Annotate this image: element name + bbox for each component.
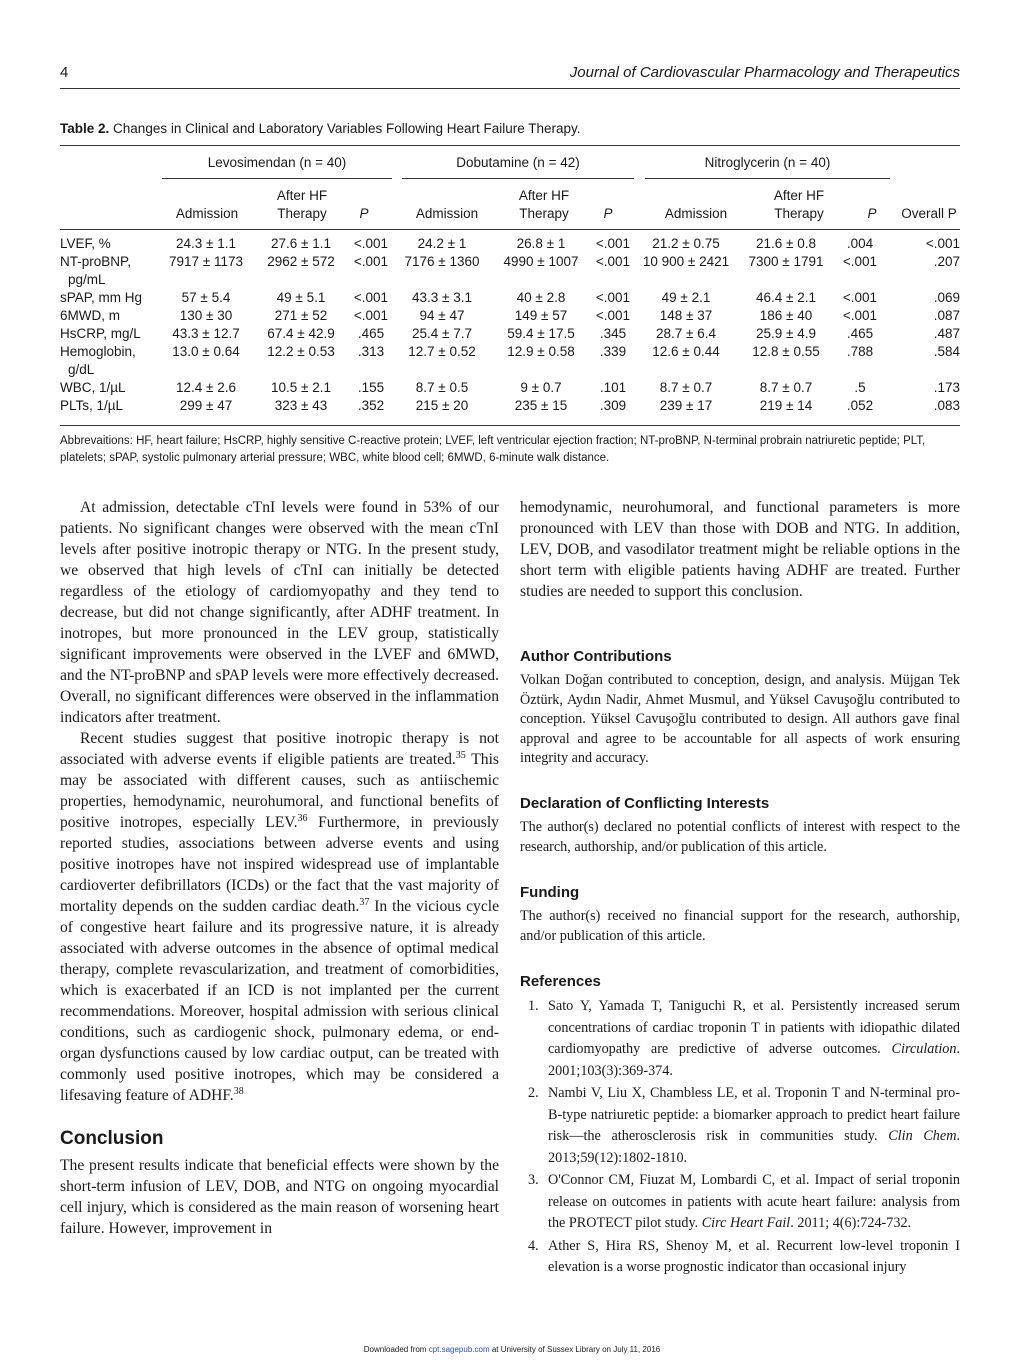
table-cell: <.001 <box>842 254 878 269</box>
table-cell: <.001 <box>353 308 389 323</box>
table-row <box>60 325 960 343</box>
group-rule-ntg <box>645 178 890 179</box>
table-cell: <.001 <box>595 236 631 251</box>
col-p: P <box>603 206 613 221</box>
citation-36[interactable]: 36 <box>297 812 308 824</box>
table-row <box>60 289 960 307</box>
table-cell: 57 ± 5.4 <box>181 290 231 305</box>
table-cell: 323 ± 43 <box>274 398 328 413</box>
table-cell: 12.4 ± 2.6 <box>176 380 236 395</box>
table-cell: 7917 ± 1173 <box>169 254 243 269</box>
table-body <box>60 235 960 415</box>
table-row <box>60 307 960 325</box>
table-cell: .5 <box>854 380 866 395</box>
table-cell: 10 900 ± 2421 <box>642 254 730 269</box>
table-cell: 40 ± 2.8 <box>516 290 566 305</box>
table-cell: <.001 <box>925 236 960 251</box>
table-cell: 9 ± 0.7 <box>520 380 562 395</box>
left-column <box>60 497 499 1239</box>
table-cell: 49 ± 2.1 <box>661 290 711 305</box>
table-cell: 239 ± 17 <box>659 398 713 413</box>
table-cell: 10.5 ± 2.1 <box>271 380 331 395</box>
table-cell: 25.9 ± 4.9 <box>756 326 816 341</box>
row-label: LVEF, % <box>60 236 111 251</box>
body-paragraph: Recent studies suggest that positive inotropic therapy is not associated with adverse events if eligible patients are treated.$^{35}$ This may be associated with different causes, such as antiischemic properties, hemodynamic, neurohumoral, and functional benefits of positive inotropes, especially LEV.$^{36}$ Furthermore, in previously reported studies, associations between adverse events and using positive inotropes have not inspired widespread use of implantable cardioverter defibrillators (ICDs) or the fact that the vast majority of mortality depends on the sudden cardiac death.$^{37}$ In the vicious cycle of congestive heart failure and its progressive nature, it is already associated with adverse outcomes in the absence of optimal medical therapy, complete revascularization, and treatment of comorbidities, which is exacerbated if an ICD is not implanted per the current recommendations. Moreover, hospital admission with serious clinical conditions, such as cardiogenic shock, pulmonary edema, or end-organ dysfunctions caused by low cardiac output, can be treated with commonly used positive inotropes, which may be considered a lifesaving feature of ADHF.$^{38}$ <box>60 730 500 1104</box>
table-cell: <.001 <box>353 290 389 305</box>
table-cell: .339 <box>599 344 627 359</box>
conflict-section <box>520 795 960 857</box>
table-cell: .487 <box>933 326 960 341</box>
table-cell: 49 ± 5.1 <box>276 290 326 305</box>
table-bottom-rule <box>60 425 960 426</box>
table-cell: 219 ± 14 <box>759 398 813 413</box>
table-cell: 12.8 ± 0.55 <box>752 344 820 359</box>
table-cell: 24.3 ± 1.1 <box>176 236 236 251</box>
conflict-text: The author(s) declared no potential conflicts of interest with respect to the research, authorship, and/or publication of this article. <box>520 819 960 855</box>
table-row <box>60 379 960 397</box>
table-cell: 148 ± 37 <box>659 308 713 323</box>
table-cell: .584 <box>933 344 960 359</box>
body-paragraph: hemodynamic, neurohumoral, and functional parameters is more pronounced with LEV than those with DOB and NTG. In addition, LEV, DOB, and vasodilator treatment might be reliable options in the short term with eligible patients having ADHF are treated. Further studies are needed to support this conclusion. <box>520 499 960 600</box>
funding-section <box>520 884 960 946</box>
row-label: HsCRP, mg/L <box>60 326 141 341</box>
table-cell: 7300 ± 1791 <box>748 254 824 269</box>
table-cell: <.001 <box>842 308 878 323</box>
group-nitroglycerin: Nitroglycerin (n = 40) <box>704 155 831 170</box>
table-cell: 43.3 ± 12.7 <box>172 326 240 341</box>
table-cell: 299 ± 47 <box>179 398 233 413</box>
table-cell: 12.9 ± 0.58 <box>507 344 575 359</box>
table-cell: .004 <box>846 236 874 251</box>
body-paragraph: At admission, detectable cTnI levels were found in 53% of our patients. No significant changes were observed with the mean cTnI levels after positive inotropic therapy or NTG. In the present study, we observed that high levels of cTnI can initially be detected regardless of the etiology of cardiomyopathy and they tend to decrease, but did not change significantly, after ADHF treatment. In inotropes, but more pronounced in the LEV group, statistically significant improvements were observed in the LVEF and 6MWD, and the NT-proBNP and sPAP levels were more effectively decreased. Overall, no significant differences were observed in the inflammation indicators after treatment. <box>60 499 499 726</box>
reference-item: 4. Ather S, Hira RS, Shenoy M, et al. Recurrent low-level troponin I elevation is a worse prognostic indicator than occasional injury <box>528 1237 960 1275</box>
col-admission: Admission <box>664 206 728 221</box>
reference-item: 2. Nambi V, Liu X, Chambless LE, et al. Troponin T and N-terminal pro-B-type natriuretic peptide: a biomarker approach to predict heart failure risk—the atherosclerosis risk in communities study. Clin Chem. 2013;59(12):1802-1810. <box>528 1085 960 1166</box>
col-p: P <box>867 206 877 221</box>
row-label: NT-proBNP, pg/mL <box>60 254 132 287</box>
table-cell: <.001 <box>842 290 878 305</box>
table-cell: 25.4 ± 7.7 <box>412 326 472 341</box>
table-top-rule <box>60 145 960 146</box>
table-cell: 24.2 ± 1 <box>417 236 467 251</box>
group-rule-lev <box>162 178 392 179</box>
table-cell: .207 <box>933 254 960 269</box>
row-label: Hemoglobin, g/dL <box>60 344 136 377</box>
author-contributions-section <box>520 648 960 769</box>
table-cell: .052 <box>846 398 874 413</box>
table-cell: 186 ± 40 <box>759 308 813 323</box>
table-cell: 215 ± 20 <box>415 398 469 413</box>
group-dobutamine: Dobutamine (n = 42) <box>456 155 580 170</box>
table-cell: .465 <box>357 326 385 341</box>
table-cell: 26.8 ± 1 <box>516 236 566 251</box>
table-cell: 27.6 ± 1.1 <box>271 236 331 251</box>
group-rule-dob <box>402 178 634 179</box>
running-header <box>60 64 960 89</box>
col-admission: Admission <box>415 206 479 221</box>
funding-heading: Funding <box>520 884 580 901</box>
col-after: After HF Therapy <box>276 188 328 221</box>
table-cell: 43.3 ± 3.1 <box>412 290 472 305</box>
table-cell: 21.6 ± 0.8 <box>756 236 816 251</box>
table-cell: <.001 <box>595 254 631 269</box>
col-after: After HF Therapy <box>773 188 825 221</box>
table-cell: .345 <box>599 326 627 341</box>
table-cell: 12.6 ± 0.44 <box>652 344 720 359</box>
table-cell: 130 ± 30 <box>179 308 233 323</box>
table-cell: .309 <box>599 398 627 413</box>
table-cell: .155 <box>357 380 385 395</box>
reference-item: 3. O'Connor CM, Fiuzat M, Lombardi C, et al. Impact of serial troponin release on outcomes in patients with acute heart failure: analysis from the PROTECT pilot study. Circ Heart Fail. 2011; 4(6):724-732. <box>528 1172 960 1231</box>
table-cell: .465 <box>846 326 874 341</box>
row-label: PLTs, 1/µL <box>60 398 124 413</box>
row-label: sPAP, mm Hg <box>60 290 143 305</box>
row-label: 6MWD, m <box>60 308 120 323</box>
citation-37[interactable]: 37 <box>359 896 370 908</box>
table-cell: 28.7 ± 6.4 <box>656 326 716 341</box>
table-cell: 149 ± 57 <box>514 308 568 323</box>
table-cell: 235 ± 15 <box>514 398 568 413</box>
right-column-continuation <box>520 497 960 602</box>
funding-text: The author(s) received no financial support for the research, authorship, and/or publication of this article. <box>520 908 960 944</box>
author-contributions-text: Volkan Doğan contributed to conception, design, and analysis. Müjgan Tek Öztürk, Aydın Nadir, Ahmet Musmul, and Yüksel Cavuşoğlu contributed to conception. Yüksel Cavuşoğlu contributed to design. All authors gave final approval and agree to be accountable for all aspects of work ensuring integrity and accuracy. <box>520 672 960 766</box>
page-number: 4 <box>60 64 69 81</box>
table-cell: 2962 ± 572 <box>267 254 335 269</box>
conflict-heading: Declaration of Conflicting Interests <box>520 795 770 812</box>
reference-item: 1. Sato Y, Yamada T, Taniguchi R, et al. Persistently increased serum concentrations of cardiac troponin T in patients with idiopathic dilated cardiomyopathy are predictive of adverse outcomes. Circulation. 2001;103(3):369-374. <box>528 998 960 1079</box>
table-cell: 67.4 ± 42.9 <box>267 326 335 341</box>
group-levosimendan: Levosimendan (n = 40) <box>207 155 347 170</box>
reference-list <box>520 996 960 1279</box>
download-footer: Downloaded from cpt.sagepub.com at University of Sussex Library on July 11, 2016 <box>363 1345 661 1354</box>
table-cell: .069 <box>933 290 960 305</box>
row-label: WBC, 1/µL <box>60 380 126 395</box>
conclusion-paragraph: The present results indicate that beneficial effects were shown by the short-term infusion of LEV, DOB, and NTG on ongoing myocardial cell injury, which is considered as the main reason of worsening heart failure. However, improvement in <box>60 1157 499 1237</box>
col-overall-p: Overall P <box>901 206 957 221</box>
table-cell: .313 <box>357 344 385 359</box>
table-cell: 8.7 ± 0.7 <box>759 380 813 395</box>
table-row <box>60 343 960 379</box>
table-caption-text: Changes in Clinical and Laboratory Variables Following Heart Failure Therapy. <box>113 121 581 136</box>
table-cell: .087 <box>933 308 960 323</box>
table-row <box>60 235 960 253</box>
table-cell: <.001 <box>353 236 389 251</box>
table-cell: 4990 ± 1007 <box>503 254 579 269</box>
table-cell: 12.2 ± 0.53 <box>267 344 335 359</box>
table-cell: 59.4 ± 17.5 <box>507 326 575 341</box>
table-cell: 21.2 ± 0.75 <box>652 236 720 251</box>
table-cell: .101 <box>599 380 627 395</box>
conclusion-heading: Conclusion <box>60 1128 164 1149</box>
citation-38[interactable]: 38 <box>233 1085 244 1097</box>
table-cell: .352 <box>357 398 385 413</box>
table-cell: .788 <box>846 344 874 359</box>
col-admission: Admission <box>175 206 239 221</box>
table-cell: 8.7 ± 0.5 <box>415 380 469 395</box>
col-p: P <box>359 206 369 221</box>
table-cell: 8.7 ± 0.7 <box>659 380 713 395</box>
table-header-rule <box>60 229 960 230</box>
citation-35[interactable]: 35 <box>455 749 466 761</box>
table-cell: 94 ± 47 <box>419 308 465 323</box>
table-cell: <.001 <box>595 290 631 305</box>
journal-title: Journal of Cardiovascular Pharmacology and Therapeutics <box>569 64 960 81</box>
author-contributions-heading: Author Contributions <box>520 648 672 665</box>
references-section <box>520 973 960 1280</box>
table-row <box>60 397 960 415</box>
table-abbreviations: Abbrevaitions: HF, heart failure; HsCRP, highly sensitive C-reactive protein; LVEF, left ventricular ejection fraction; NT-proBNP, N-terminal probrain natriuretic peptide; PLT, platelets; sPAP, systolic pulmonary arterial pressure; WBC, white blood cell; 6MWD, 6-minute walk distance. <box>60 435 926 464</box>
table-row <box>60 253 960 289</box>
table-cell: <.001 <box>353 254 389 269</box>
table-caption-label: Table 2. <box>60 121 110 136</box>
table-cell: 13.0 ± 0.64 <box>172 344 240 359</box>
col-after: After HF Therapy <box>518 188 570 221</box>
footer-link[interactable]: cpt.sagepub.com <box>428 1345 490 1354</box>
table-cell: 271 ± 52 <box>274 308 328 323</box>
table-cell: .173 <box>933 380 960 395</box>
table-cell: 7176 ± 1360 <box>404 254 480 269</box>
table-cell: <.001 <box>595 308 631 323</box>
references-heading: References <box>520 973 601 990</box>
table-cell: 46.4 ± 2.1 <box>756 290 816 305</box>
table-caption <box>60 121 581 136</box>
table-cell: 12.7 ± 0.52 <box>408 344 476 359</box>
table-cell: .083 <box>933 398 960 413</box>
